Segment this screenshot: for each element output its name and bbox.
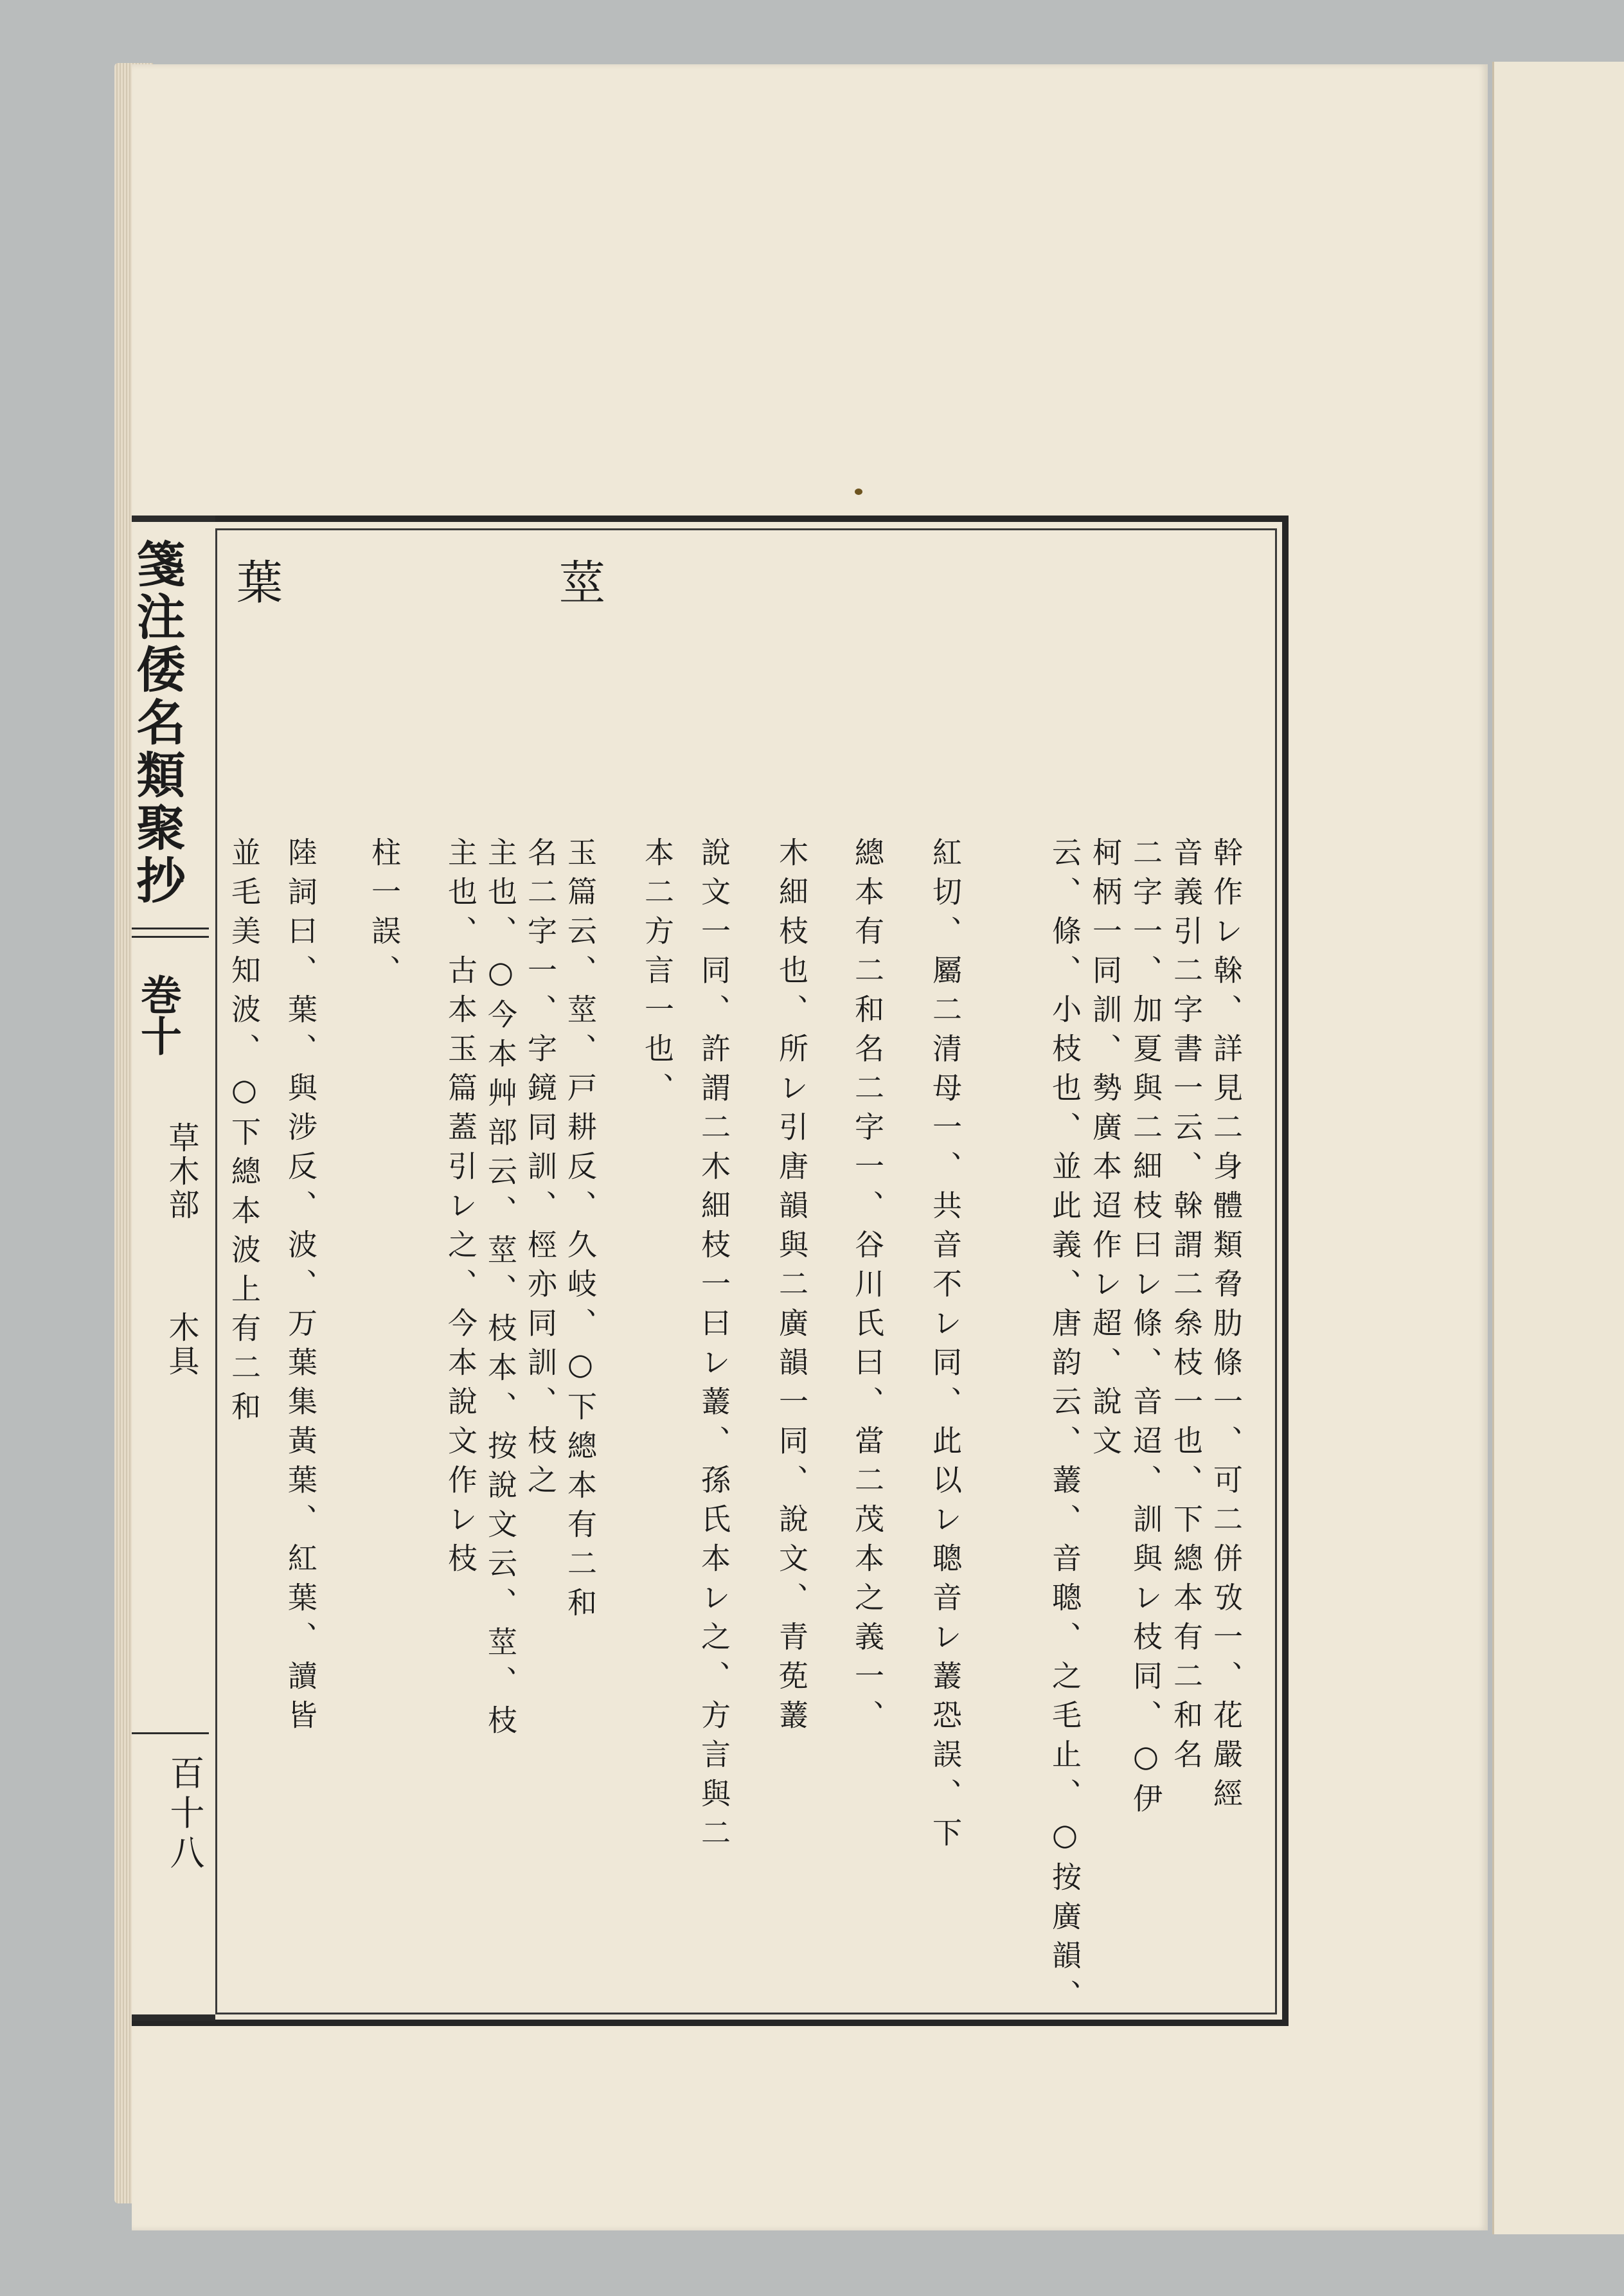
- page-number: 百十八: [165, 1755, 205, 1874]
- text-column: 云、條、小枝也、並此義、唐韵云、䕺、音聰、之毛止、○按廣韻、: [1048, 837, 1082, 2018]
- text-column: 柯柄一同訓、勢廣本迢作レ超、說文: [1088, 837, 1123, 1464]
- margin-rule: [132, 516, 215, 522]
- text-column: 玉篇云、莖、戸耕反、久岐、○下總本有二和: [563, 837, 598, 1626]
- section-label: 草木部: [163, 1122, 199, 1222]
- text-column: 柱一誤、: [367, 837, 402, 994]
- text-column: 木細枝也、所レ引唐韻與二廣韻一同、說文、青莬䕺: [774, 837, 809, 1739]
- text-column: 幹作レ榦、詳見二身體類脅肋條一、可二併攷一、花嚴經: [1209, 837, 1244, 1817]
- text-column: 總本有二和名二字一、谷川氏曰、當二茂本之義一、: [850, 837, 885, 1739]
- margin-tick: [132, 928, 209, 929]
- text-column: 二字一、加夏與二細枝曰レ條、音迢、訓與レ枝同、○伊: [1129, 837, 1163, 1822]
- subsection-label: 木具: [163, 1311, 199, 1378]
- book-title: 箋注倭名類聚抄: [129, 539, 186, 908]
- margin-rule: [132, 2014, 215, 2021]
- margin-tick: [132, 1732, 209, 1734]
- margin-tick: [132, 936, 209, 938]
- text-column: 說文一同、許謂二木細枝一曰レ䕺、孫氏本レ之、方言與二: [697, 837, 731, 1856]
- headword: 莖: [551, 558, 605, 604]
- text-column: 名二字一、字鏡同訓、桱亦同訓、枝之: [523, 837, 558, 1503]
- volume-label: 巻十: [134, 974, 182, 1056]
- ink-speck: [855, 489, 862, 495]
- next-page-edge: [1492, 62, 1624, 2234]
- text-column: 紅切、屬二清母一、共音不レ同、此以レ聰音レ䕺恐誤、下: [928, 837, 963, 1856]
- text-column: 陸詞曰、葉、與涉反、波、万葉集黃葉、紅葉、讀皆: [283, 837, 318, 1739]
- text-column: 主也、○今本艸部云、莖、枝本、按說文云、莖、枝: [483, 837, 518, 1744]
- text-column: 並毛美知波、○下總本波上有二和: [227, 837, 262, 1430]
- text-column: 音義引二字書一云、榦謂二㕘枝一也、下總本有二和名: [1169, 837, 1204, 1778]
- text-column: 主也、古本玉篇蓋引レ之、今本說文作レ枝: [443, 837, 478, 1582]
- headword: 葉: [229, 558, 283, 604]
- text-column: 本二方言一也、: [640, 837, 675, 1111]
